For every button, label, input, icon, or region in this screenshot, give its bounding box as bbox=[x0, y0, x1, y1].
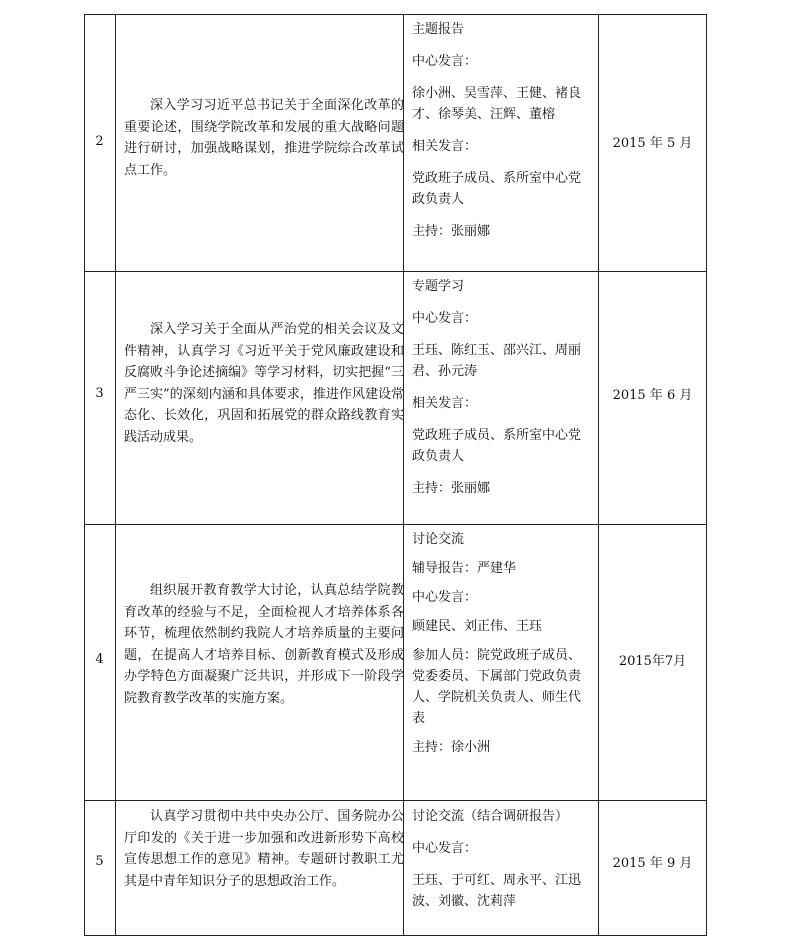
form-line: 专题学习 bbox=[412, 279, 465, 294]
row-number: 4 bbox=[95, 652, 104, 667]
form-line: 相关发言： bbox=[412, 396, 478, 411]
row-divider bbox=[84, 14, 707, 15]
form-line: 参加人员：院党政班子成员、党委委员、下属部门党政负责人、学院机关负责人、师生代表 bbox=[412, 648, 582, 726]
form-line: 讨论交流（结合调研报告） bbox=[412, 809, 569, 824]
row-number: 2 bbox=[95, 134, 104, 149]
row-form bbox=[412, 19, 592, 242]
form-line: 党政班子成员、系所室中心党政负责人 bbox=[412, 428, 582, 464]
row-number: 5 bbox=[95, 854, 104, 869]
form-line: 王珏、陈红玉、邵兴江、周丽君、孙元涛 bbox=[412, 343, 582, 379]
form-line: 主题报告 bbox=[412, 22, 465, 37]
row-content: 深入学习关于全面从严治党的相关会议及文件精神，认真学习《习近平关于党风廉政建设和反腐败斗争论述摘编》等学习材料，切实把握“三严三实”的深刻内涵和具体要求，推进作风建设常态化、长效化，巩固和拓展党的群众路线教育实践活动成果。 bbox=[124, 322, 404, 445]
row-form bbox=[412, 529, 592, 758]
form-line: 讨论交流 bbox=[412, 532, 465, 547]
row-number: 3 bbox=[95, 386, 104, 401]
row-form bbox=[412, 276, 592, 499]
form-line: 顾建民、刘正伟、王珏 bbox=[412, 619, 543, 634]
column-divider bbox=[84, 14, 85, 936]
row-date: 2015 年 9 月 bbox=[612, 856, 693, 871]
column-divider bbox=[598, 14, 599, 936]
form-line: 中心发言： bbox=[412, 54, 478, 69]
form-line: 主持：徐小洲 bbox=[412, 740, 491, 755]
form-line: 王珏、于可红、周永平、江迅波、刘徽、沈莉萍 bbox=[412, 873, 582, 909]
row-date: 2015 年 5 月 bbox=[612, 136, 693, 151]
row-content: 认真学习贯彻中共中央办公厅、国务院办公厅印发的《关于进一步加强和改进新形势下高校宣传思想工作的意见》精神。专题研讨教职工尤其是中青年知识分子的思想政治工作。 bbox=[124, 809, 404, 889]
row-divider bbox=[84, 271, 707, 272]
row-content: 组织展开教育教学大讨论，认真总结学院教育改革的经验与不足，全面检视人才培养体系各环节，梳理依然制约我院人才培养质量的主要问题，在提高人才培养目标、创新教育模式及形成办学特色方面凝聚广泛共识，并形成下一阶段学院教育教学改革的实施方案。 bbox=[124, 583, 404, 706]
row-divider bbox=[84, 800, 707, 801]
row-divider bbox=[84, 935, 707, 936]
row-date: 2015年7月 bbox=[618, 654, 687, 669]
form-line: 相关发言： bbox=[412, 139, 478, 154]
row-divider bbox=[84, 524, 707, 525]
form-line: 徐小洲、吴雪萍、王健、褚良才、徐琴美、汪辉、董榕 bbox=[412, 86, 582, 122]
row-content: 深入学习习近平总书记关于全面深化改革的重要论述，围绕学院改革和发展的重大战略问题进行研讨，加强战略谋划，推进学院综合改革试点工作。 bbox=[124, 98, 404, 178]
schedule-table bbox=[84, 14, 707, 936]
form-line: 党政班子成员、系所室中心党政负责人 bbox=[412, 171, 582, 207]
row-date: 2015 年 6 月 bbox=[612, 388, 693, 403]
form-line: 中心发言： bbox=[412, 311, 478, 326]
row-form bbox=[412, 806, 592, 912]
form-line: 主持：张丽娜 bbox=[412, 481, 491, 496]
form-line: 中心发言： bbox=[412, 841, 478, 856]
column-divider bbox=[115, 14, 116, 936]
column-divider bbox=[706, 14, 707, 936]
form-line: 中心发言： bbox=[412, 590, 478, 605]
form-line: 辅导报告：严建华 bbox=[412, 561, 517, 576]
form-line: 主持：张丽娜 bbox=[412, 224, 491, 239]
